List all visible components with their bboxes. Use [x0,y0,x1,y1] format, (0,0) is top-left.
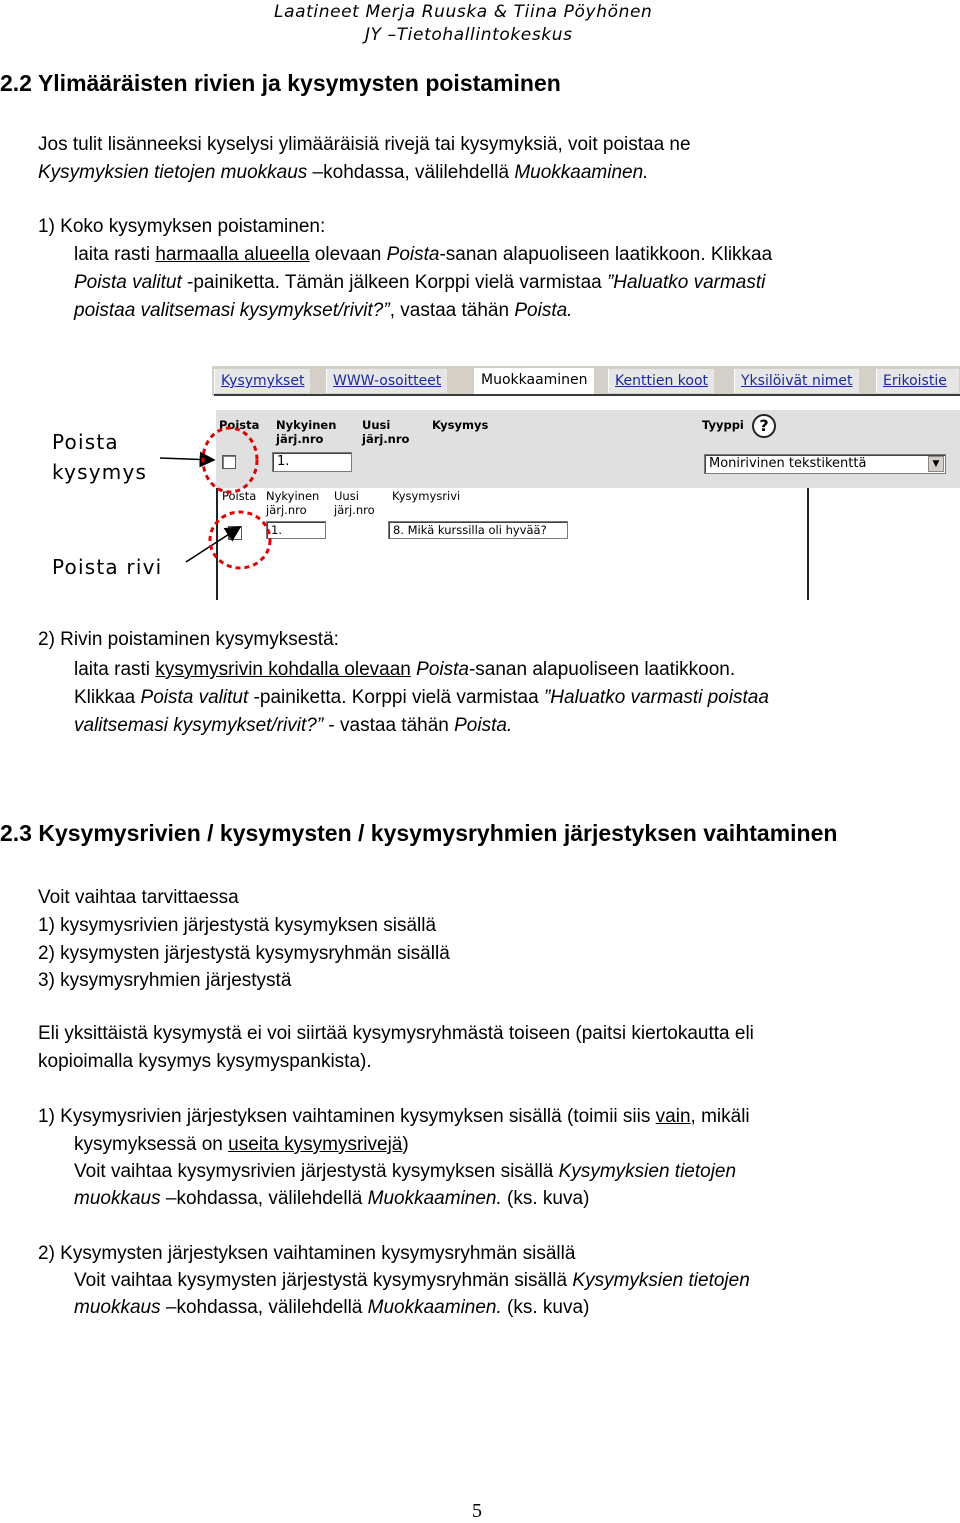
arrow-to-row-checkbox [186,527,240,562]
tab-erikoistiedot[interactable]: Erikoistie [876,369,959,393]
s23-line-5: Eli yksittäistä kysymystä ei voi siirtää kysymysryhmästä toiseen (paitsi kiertokautta eli [38,1023,754,1044]
row-order-input[interactable]: 1. [266,521,326,539]
s23-p1-line-4: muokkaus –kohdassa, välilehdellä Muokkaaminen. (ks. kuva) [74,1188,590,1209]
tab-kysymykset[interactable]: Kysymykset [214,369,310,393]
header-organization: JY –Tietohallintokeskus [365,25,573,45]
s23-line-2: 1) kysymysrivien järjestystä kysymyksen sisällä [38,915,437,936]
row-text-input[interactable]: 8. Mikä kurssilla oli hyvää? [388,521,568,539]
question-type-value: Monirivinen tekstikenttä [709,456,867,471]
col-delete-header: Poista [219,418,260,432]
question-order-input[interactable]: 1. [272,452,352,472]
header-authors: Laatineet Merja Ruuska & Tiina Pöyhönen [274,2,653,22]
col-current-header: Nykyinen [276,418,337,432]
col-current-header-2: järj.nro [276,432,324,446]
item1-line-1: laita rasti harmaalla alueella olevaan Poista-sanan alapuoliseen laatikkoon. Klikkaa [74,244,773,265]
tab-www-osoitteet[interactable]: WWW-osoitteet [326,369,447,393]
s23-p1-line-1: 1) Kysymysrivien järjestyksen vaihtaminen kysymyksen sisällä (toimii siis vain, mikäli [38,1106,750,1127]
label-delete-row: Poista rivi [52,555,163,579]
col-new-header-2: järj.nro [362,432,410,446]
label-delete-question-1: Poista [52,430,119,454]
arrow-to-question-checkbox [160,458,214,460]
help-icon[interactable]: ? [752,414,776,438]
col-type-header: Tyyppi [702,418,744,432]
annotation-overlay [0,0,960,620]
s23-line-3: 2) kysymysten järjestystä kysymysryhmän sisällä [38,943,450,964]
tab-muokkaaminen[interactable]: Muokkaaminen [474,368,594,394]
item2-line-1: laita rasti kysymysrivin kohdalla olevaan Poista-sanan alapuoliseen laatikkoon. [74,659,736,680]
s23-p2-line-3: muokkaus –kohdassa, välilehdellä Muokkaaminen. (ks. kuva) [74,1297,590,1318]
row-col-row-header: Kysymysrivi [392,489,461,503]
row-col-delete-header: Poista [222,489,257,503]
intro-line-1: Jos tulit lisänneeksi kyselysi ylimääräisiä rivejä tai kysymyksiä, voit poistaa ne [38,134,691,155]
col-new-header: Uusi [362,418,391,432]
intro-line-2: Kysymyksien tietojen muokkaus –kohdassa, välilehdellä Muokkaaminen. [38,162,649,183]
page-number: 5 [472,1500,482,1522]
row-col-current-header: Nykyinen [266,489,320,503]
item1-line-3: poistaa valitsemasi kysymykset/rivit?”, vastaa tähän Poista. [74,300,573,321]
item2-line-3: valitsemasi kysymykset/rivit?” - vastaa tähän Poista. [74,715,513,736]
chevron-down-icon[interactable]: ▼ [928,456,944,472]
s23-p2-line-2: Voit vaihtaa kysymysten järjestystä kysymysryhmän sisällä Kysymyksien tietojen [74,1270,750,1291]
row-col-current-header-2: järj.nro [266,503,307,517]
tab-kenttien-koot[interactable]: Kenttien koot [608,369,714,393]
item2-title: 2) Rivin poistaminen kysymyksestä: [38,629,339,650]
item1-title: 1) Koko kysymyksen poistaminen: [38,216,326,237]
row-col-new-header-2: järj.nro [334,503,375,517]
s23-p1-line-3: Voit vaihtaa kysymysrivien järjestystä kysymyksen sisällä Kysymyksien tietojen [74,1161,737,1182]
item1-line-2: Poista valitut -painiketta. Tämän jälkeen Korppi vielä varmistaa ”Haluatko varmasti [74,272,766,293]
section-title-2-3: 2.3 Kysymysrivien / kysymysten / kysymysryhmien järjestyksen vaihtaminen [0,820,838,846]
row-col-new-header: Uusi [334,489,359,503]
s23-line-4: 3) kysymysryhmien järjestystä [38,970,292,991]
s23-p1-line-2: kysymyksessä on useita kysymysrivejä) [74,1134,409,1155]
section-title-2-2: 2.2 Ylimääräisten rivien ja kysymysten poistaminen [0,70,561,96]
item2-line-2: Klikkaa Poista valitut -painiketta. Korppi vielä varmistaa ”Haluatko varmasti poistaa [74,687,769,708]
tab-yksiloivat-nimet[interactable]: Yksilöivät nimet [734,369,859,393]
s23-line-6: kopioimalla kysymys kysymyspankista). [38,1051,372,1072]
label-delete-question-2: kysymys [52,460,148,484]
s23-p2-line-1: 2) Kysymysten järjestyksen vaihtaminen kysymysryhmän sisällä [38,1243,576,1264]
col-question-header: Kysymys [432,418,489,432]
s23-line-1: Voit vaihtaa tarvittaessa [38,887,239,908]
